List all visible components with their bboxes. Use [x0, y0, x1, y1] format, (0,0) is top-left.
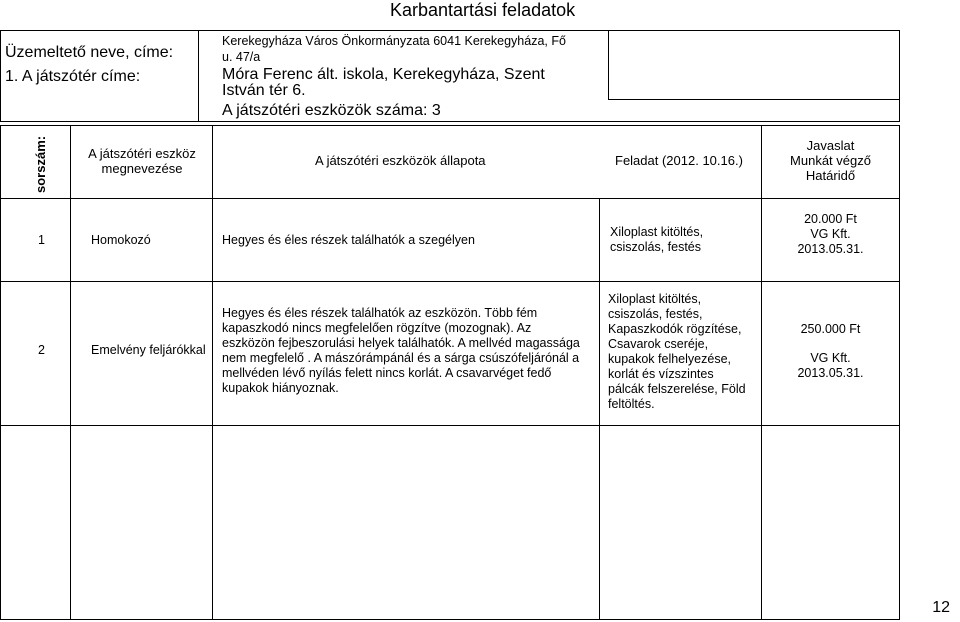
playground-value-line1: Móra Ferenc ált. iskola, Kerekegyháza, Szent: [222, 66, 545, 83]
row1-condition: Hegyes és éles részek találhatók a szegélyen: [222, 233, 475, 247]
col-header-condition: A játszótéri eszközök állapota: [315, 153, 486, 168]
row2-proposal-spacer: [762, 337, 899, 351]
row2-task-line6: korlát és vízszintes: [608, 367, 714, 381]
row1-task-line2: csiszolás, festés: [610, 240, 702, 254]
table-line-row2-bottom: [0, 425, 900, 426]
col-header-proposal-line2: Munkát végző: [790, 153, 871, 168]
row1-proposal: [762, 212, 899, 257]
row2-deadline: 2013.05.31.: [797, 366, 864, 380]
row2-condition-line3: eszközön fejbeszorulási helyek találhatók. A mellvéd magassága: [222, 336, 580, 350]
row2-task-line1: Xiloplast kitöltés,: [608, 292, 702, 306]
row2-proposal: [762, 322, 899, 381]
table-col-line-0: [0, 125, 1, 620]
row1-deadline: 2013.05.31.: [797, 242, 864, 256]
row2-condition-line6: kupakok hiányoznak.: [222, 381, 339, 395]
row2-task-line2: csiszolás, festés,: [608, 307, 703, 321]
col-header-proposal-line3: Határidő: [805, 168, 856, 183]
row2-task: [608, 292, 746, 412]
table-line-header-bottom: [0, 198, 900, 199]
row2-condition-line5: mellvéden lévő nyílás felett nincs korlát. A csavarvéget fedő: [222, 366, 552, 380]
row2-task-line4: Csavarok cseréje,: [608, 337, 709, 351]
table-col-line-1: [70, 125, 71, 620]
col-header-proposal-line1: Javaslat: [806, 138, 855, 153]
playground-value: [222, 67, 592, 99]
page-number: 12: [932, 599, 950, 616]
table-line-top: [0, 125, 900, 126]
playground-value-line2: István tér 6.: [222, 82, 306, 99]
col-header-name: [72, 146, 212, 176]
playground-label: 1. A játszótér címe:: [5, 68, 141, 85]
equipment-count: A játszótéri eszközök száma: 3: [222, 102, 441, 119]
col-header-proposal: [762, 138, 899, 183]
row2-task-line5: kupakok felhelyezése,: [608, 352, 731, 366]
row1-task: [610, 225, 703, 255]
row2-cost: 250.000 Ft: [800, 322, 861, 336]
row2-task-line8: feltöltés.: [608, 397, 655, 411]
operator-value-line2: u. 47/a: [222, 50, 261, 64]
table-line-bottom: [0, 619, 900, 620]
document-title: Karbantartási feladatok: [390, 0, 576, 20]
col-header-task: Feladat (2012. 10.16.): [615, 153, 743, 168]
row2-condition: [222, 306, 598, 396]
header-divider: [608, 31, 609, 99]
col-header-name-line1: A játszótéri eszköz: [88, 146, 196, 161]
row2-condition-line4: nem megfelelő . A mászórámpánál és a sárga csúszófeljárónál a: [222, 351, 580, 365]
row2-task-line7: pálcák felszerelése, Föld: [608, 382, 746, 396]
operator-label: Üzemeltető neve, címe:: [5, 44, 174, 61]
col-header-number: sorszám:: [33, 135, 48, 193]
row1-contractor: VG Kft.: [810, 227, 851, 241]
row1-name: Homokozó: [91, 233, 151, 247]
header-divider-horizontal: [608, 99, 899, 100]
row2-task-line3: Kapaszkodók rögzítése,: [608, 322, 742, 336]
row2-contractor: VG Kft.: [810, 351, 851, 365]
col-header-name-line2: megnevezése: [101, 161, 183, 176]
operator-value: [222, 33, 602, 65]
row1-number: 1: [38, 233, 45, 247]
row2-condition-line1: Hegyes és éles részek találhatók az eszközön. Több fém: [222, 306, 538, 320]
operator-value-line1: Kerekegyháza Város Önkormányzata 6041 Kerekegyháza, Fő: [222, 34, 566, 48]
table-col-line-2: [212, 125, 213, 620]
row2-name: Emelvény feljárókkal: [91, 343, 206, 357]
row1-task-line1: Xiloplast kitöltés,: [610, 225, 704, 239]
row2-number: 2: [38, 343, 45, 357]
table-col-line-5: [899, 125, 900, 620]
table-col-line-3: [599, 198, 600, 620]
row2-condition-line2: kapaszkodó nincs megfelelően rögzítve (mozognak). Az: [222, 321, 532, 335]
table-line-row1-bottom: [0, 281, 900, 282]
row1-cost: 20.000 Ft: [804, 212, 857, 226]
